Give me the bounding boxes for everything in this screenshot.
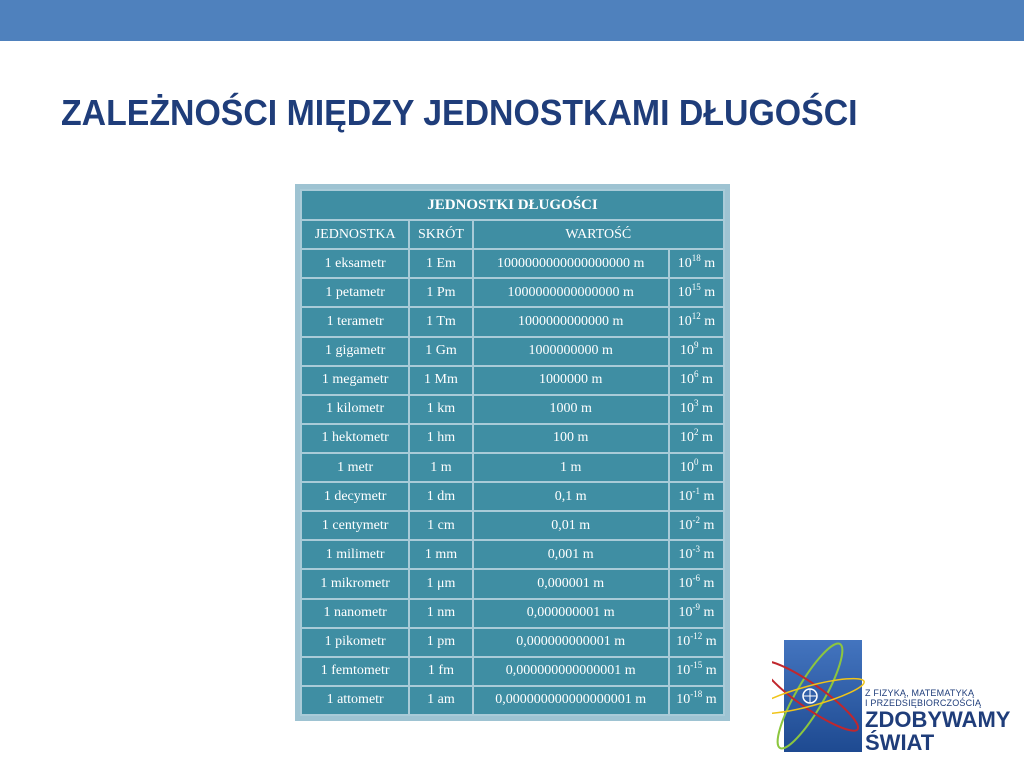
power-exponent: -9 — [692, 602, 700, 613]
unit-name-cell: 1 decymetr — [302, 483, 408, 510]
power-base: 10 — [677, 255, 692, 271]
power-base: 10 — [677, 313, 692, 329]
table-row — [302, 308, 723, 335]
abbreviation-cell: 1 Pm — [410, 279, 471, 306]
abbreviation-cell: 1 cm — [410, 512, 471, 539]
power-exponent: -15 — [690, 660, 703, 671]
power-cell — [670, 308, 723, 335]
value-cell: 1000 m — [474, 396, 668, 423]
slide-title: ZALEŻNOŚCI MIĘDZY JEDNOSTKAMI DŁUGOŚCI — [61, 92, 858, 133]
table-row — [302, 279, 723, 306]
power-cell — [670, 600, 723, 627]
header-value: WARTOŚĆ — [474, 221, 723, 248]
power-cell — [670, 367, 723, 394]
power-base: 10 — [679, 372, 694, 388]
unit-name-cell: 1 eksametr — [302, 250, 408, 277]
power-exponent: -2 — [692, 514, 700, 525]
power-base: 10 — [676, 663, 691, 679]
unit-name-cell: 1 hektometr — [302, 425, 408, 452]
power-unit: m — [705, 634, 717, 650]
abbreviation-cell: 1 mm — [410, 541, 471, 568]
table-row — [302, 512, 723, 539]
table-row — [302, 250, 723, 277]
power-exponent: 2 — [693, 427, 699, 438]
power-exponent: -3 — [692, 543, 700, 554]
abbreviation-cell: 1 Mm — [410, 367, 471, 394]
power-cell — [670, 250, 723, 277]
power-exponent: -12 — [690, 631, 703, 642]
abbreviation-cell: 1 am — [410, 687, 471, 714]
header-unit: JEDNOSTKA — [302, 221, 408, 248]
power-base: 10 — [678, 517, 693, 533]
power-exponent: 6 — [693, 369, 699, 380]
unit-name-cell: 1 petametr — [302, 279, 408, 306]
power-cell — [670, 483, 723, 510]
table-row — [302, 541, 723, 568]
table-row — [302, 483, 723, 510]
power-unit: m — [703, 575, 715, 591]
power-cell — [670, 658, 723, 685]
power-unit: m — [705, 692, 717, 708]
power-exponent: 12 — [691, 310, 701, 321]
value-cell: 0,001 m — [474, 541, 668, 568]
table-row — [302, 629, 723, 656]
abbreviation-cell: 1 fm — [410, 658, 471, 685]
value-cell: 1 m — [474, 454, 668, 481]
power-exponent: 18 — [691, 252, 701, 263]
power-base: 10 — [678, 605, 693, 621]
power-unit: m — [701, 430, 713, 446]
power-exponent: -18 — [690, 689, 703, 700]
power-exponent: 0 — [693, 456, 699, 467]
table-row — [302, 425, 723, 452]
top-accent-bar — [0, 0, 1024, 41]
power-exponent: 3 — [693, 398, 699, 409]
power-exponent: 9 — [693, 340, 699, 351]
power-cell — [670, 570, 723, 597]
power-unit: m — [703, 517, 715, 533]
power-unit: m — [704, 284, 716, 300]
length-units-table-frame — [295, 184, 730, 721]
value-cell: 0,000000000000001 m — [474, 658, 668, 685]
value-cell: 1000000000 m — [474, 338, 668, 365]
logo-line-3: ZDOBYWAMY — [865, 707, 1011, 732]
power-base: 10 — [679, 459, 694, 475]
power-cell — [670, 454, 723, 481]
length-units-table — [300, 189, 725, 716]
value-cell: 0,000000001 m — [474, 600, 668, 627]
table-row — [302, 338, 723, 365]
unit-name-cell: 1 nanometr — [302, 600, 408, 627]
abbreviation-cell: 1 pm — [410, 629, 471, 656]
value-cell: 0,01 m — [474, 512, 668, 539]
power-exponent: -6 — [692, 572, 700, 583]
power-cell — [670, 541, 723, 568]
power-cell — [670, 338, 723, 365]
power-cell — [670, 396, 723, 423]
table-row — [302, 687, 723, 714]
power-unit: m — [703, 546, 715, 562]
unit-name-cell: 1 terametr — [302, 308, 408, 335]
unit-name-cell: 1 gigametr — [302, 338, 408, 365]
unit-name-cell: 1 mikrometr — [302, 570, 408, 597]
power-base: 10 — [678, 546, 693, 562]
table-row — [302, 367, 723, 394]
power-base: 10 — [678, 575, 693, 591]
unit-name-cell: 1 attometr — [302, 687, 408, 714]
unit-name-cell: 1 milimetr — [302, 541, 408, 568]
value-cell: 1000000000000000 m — [474, 279, 668, 306]
power-unit: m — [703, 605, 715, 621]
abbreviation-cell: 1 hm — [410, 425, 471, 452]
value-cell: 0,000001 m — [474, 570, 668, 597]
unit-name-cell: 1 femtometr — [302, 658, 408, 685]
abbreviation-cell: 1 Em — [410, 250, 471, 277]
power-base: 10 — [679, 430, 694, 446]
value-cell: 1000000000000000000 m — [474, 250, 668, 277]
value-cell: 1000000000000 m — [474, 308, 668, 335]
power-unit: m — [701, 401, 713, 417]
unit-name-cell: 1 pikometr — [302, 629, 408, 656]
power-exponent: 15 — [691, 281, 701, 292]
table-row — [302, 396, 723, 423]
power-base: 10 — [676, 692, 691, 708]
power-base: 10 — [679, 343, 694, 359]
power-unit: m — [701, 343, 713, 359]
value-cell: 0,000000000001 m — [474, 629, 668, 656]
logo-line-2: I PRZEDSIĘBIORCZOŚCIĄ — [865, 698, 982, 708]
abbreviation-cell: 1 Tm — [410, 308, 471, 335]
value-cell: 1000000 m — [474, 367, 668, 394]
table-row — [302, 600, 723, 627]
power-base: 10 — [679, 401, 694, 417]
value-cell: 0,000000000000000001 m — [474, 687, 668, 714]
unit-name-cell: 1 kilometr — [302, 396, 408, 423]
power-unit: m — [701, 459, 713, 475]
power-unit: m — [704, 255, 716, 271]
header-abbreviation: SKRÓT — [410, 221, 471, 248]
logo-line-1: Z FIZYKĄ, MATEMATYKĄ — [865, 688, 975, 698]
table-caption: JEDNOSTKI DŁUGOŚCI — [302, 191, 723, 219]
value-cell: 0,1 m — [474, 483, 668, 510]
unit-name-cell: 1 metr — [302, 454, 408, 481]
value-cell: 100 m — [474, 425, 668, 452]
power-cell — [670, 279, 723, 306]
power-cell — [670, 687, 723, 714]
power-cell — [670, 425, 723, 452]
power-unit: m — [701, 372, 713, 388]
abbreviation-cell: 1 μm — [410, 570, 471, 597]
abbreviation-cell: 1 nm — [410, 600, 471, 627]
table-row — [302, 658, 723, 685]
power-unit: m — [704, 313, 716, 329]
power-unit: m — [705, 663, 717, 679]
unit-name-cell: 1 centymetr — [302, 512, 408, 539]
abbreviation-cell: 1 m — [410, 454, 471, 481]
abbreviation-cell: 1 dm — [410, 483, 471, 510]
power-unit: m — [703, 488, 715, 504]
unit-name-cell: 1 megametr — [302, 367, 408, 394]
power-cell — [670, 629, 723, 656]
abbreviation-cell: 1 km — [410, 396, 471, 423]
logo-text — [865, 688, 1010, 754]
power-base: 10 — [677, 284, 692, 300]
table-row — [302, 570, 723, 597]
power-base: 10 — [676, 634, 691, 650]
table-row — [302, 454, 723, 481]
power-exponent: -1 — [692, 485, 700, 496]
power-cell — [670, 512, 723, 539]
project-logo — [772, 624, 1024, 764]
logo-line-4: ŚWIAT — [865, 730, 935, 755]
abbreviation-cell: 1 Gm — [410, 338, 471, 365]
power-base: 10 — [678, 488, 693, 504]
